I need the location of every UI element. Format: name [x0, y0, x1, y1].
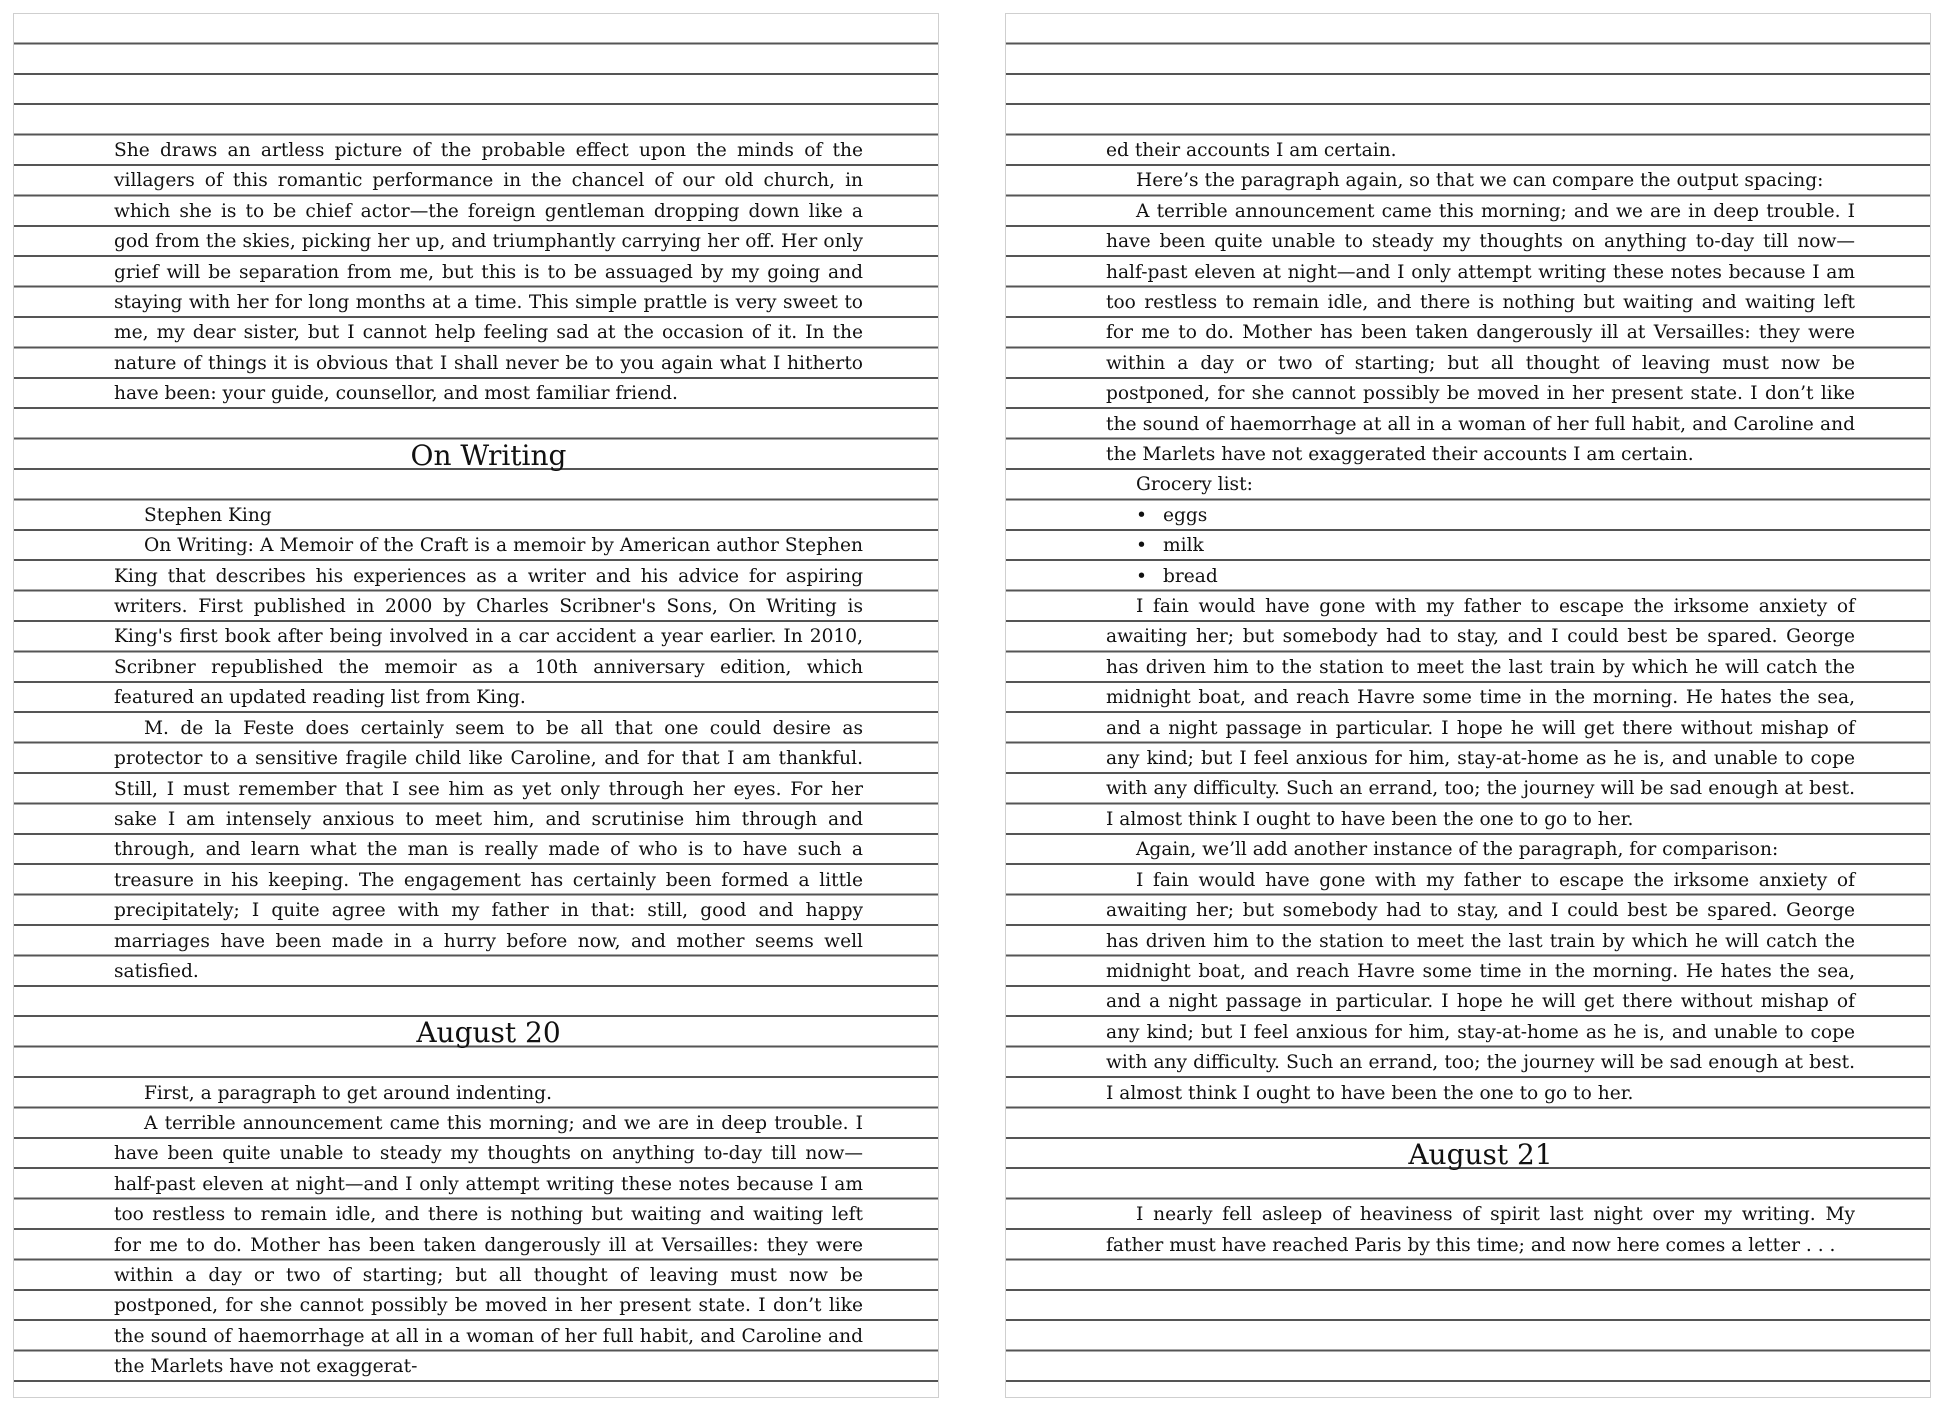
paragraph: ed their accounts I am certain.: [1106, 140, 1397, 161]
paragraph: A terrible announcement came this morning; and we are in deep trouble. I have been quite unable to steady my thoughts on anything to-day till now—half-past eleven at night—and I only attempt writing these notes because I am too restless to remain idle, and there is nothing but waiting and waiting left for me to do. Mother has been taken dangerously ill at Versailles: they were within a day or two of starting; but all thought of leaving must now be postponed, for she cannot possibly be moved in her present state. I don’t like the sound of haemorrhage at all in a woman of her full habit, and Caroline and the Marlets have not exaggerat-: [114, 1112, 863, 1378]
paragraph: She draws an artless picture of the probable effect upon the minds of the villagers of this romantic performance in the chancel of our old church, in which she is to be chief actor—the foreign gentleman dropping down like a god from the skies, picking her up, and triumphantly carrying her off. Her only grief will be separation from me, but this is to be assuaged by my going and staying with her for long months at a time. This simple prattle is very sweet to me, my dear sister, but I cannot help feeling sad at the occasion of it. In the nature of things it is obvious that I shall never be to you again what I hitherto have been: your guide, counsellor, and most familiar friend.: [114, 140, 863, 405]
paragraph: Here’s the paragraph again, so that we can compare the output spacing:: [1136, 170, 1824, 192]
paragraph: I fain would have gone with my father to escape the irksome anxiety of awaiting her; but somebody had to stay, and I could best be spared. George has driven him to the station to meet the last train by which he will catch the midnight boat, and reach Havre some time in the morning. He hates the sea, and a night passage in particular. I hope he will get there without mishap of any kind; but I feel anxious for him, stay-at-home as he is, and unable to cope with any difficulty. Such an errand, too; the journey will be sad enough at best. I almost think I ought to have been the one to go to her.: [1106, 596, 1855, 830]
paragraph: M. de la Feste does certainly seem to be all that one could desire as protector to a sensitive fragile child like Caroline, and for that I am thankful. Still, I must remember that I see him as yet only through her eyes. For her sake I am intensely anxious to meet him, and scrutinise him through and through, and learn what the man is really made of who is to have such a treasure in his keeping. The engagement has certainly been formed a little precipitately; I quite agree with my father in that: still, good and happy marriages have been made in a hurry before now, and mother seems well satisfied.: [114, 717, 863, 982]
list-item: • eggs: [1106, 501, 1855, 531]
left-page-text: [114, 136, 863, 1383]
right-page: [1005, 13, 1931, 1398]
grocery-list: [1106, 501, 1855, 592]
paragraph: First, a paragraph to get around indenting.: [144, 1082, 553, 1104]
section-heading: August 21: [1408, 1137, 1553, 1171]
paragraph: I nearly fell asleep of heaviness of spirit last night over my writing. My father must have reached Paris by this time; and now here comes a letter . . .: [1106, 1204, 1855, 1256]
list-title: Grocery list:: [1136, 474, 1253, 496]
list-item: • milk: [1106, 531, 1855, 561]
paragraph: A terrible announcement came this morning; and we are in deep trouble. I have been quite unable to steady my thoughts on anything to-day till now—half-past eleven at night—and I only attempt writing these notes because I am too restless to remain idle, and there is nothing but waiting and waiting left for me to do. Mother has been taken dangerously ill at Versailles: they were within a day or two of starting; but all thought of leaving must now be postponed, for she cannot possibly be moved in her present state. I don’t like the sound of haemorrhage at all in a woman of her full habit, and Caroline and the Marlets have not exaggerated their accounts I am certain.: [1106, 200, 1855, 466]
paragraph: Again, we’ll add another instance of the paragraph, for comparison:: [1136, 839, 1779, 861]
paragraph: On Writing: A Memoir of the Craft is a memoir by American author Stephen King that describes his experiences as a writer and his advice for aspiring writers. First published in 2000 by Charles Scribner's Sons, On Writing is King's first book after being involved in a car accident a year earlier. In 2010, Scribner republished the memoir as a 10th anniversary edition, which featured an updated reading list from King.: [114, 535, 863, 709]
section-heading: On Writing: [410, 438, 567, 472]
left-page: [13, 13, 939, 1398]
section-heading: August 20: [416, 1016, 561, 1050]
paragraph: I fain would have gone with my father to escape the irksome anxiety of awaiting her; but somebody had to stay, and I could best be spared. George has driven him to the station to meet the last train by which he will catch the midnight boat, and reach Havre some time in the morning. He hates the sea, and a night passage in particular. I hope he will get there without mishap of any kind; but I feel anxious for him, stay-at-home as he is, and unable to cope with any difficulty. Such an errand, too; the journey will be sad enough at best. I almost think I ought to have been the one to go to her.: [1106, 869, 1855, 1104]
list-item: • bread: [1106, 562, 1855, 592]
right-page-text: [1106, 136, 1855, 1261]
author-line: Stephen King: [144, 504, 272, 526]
